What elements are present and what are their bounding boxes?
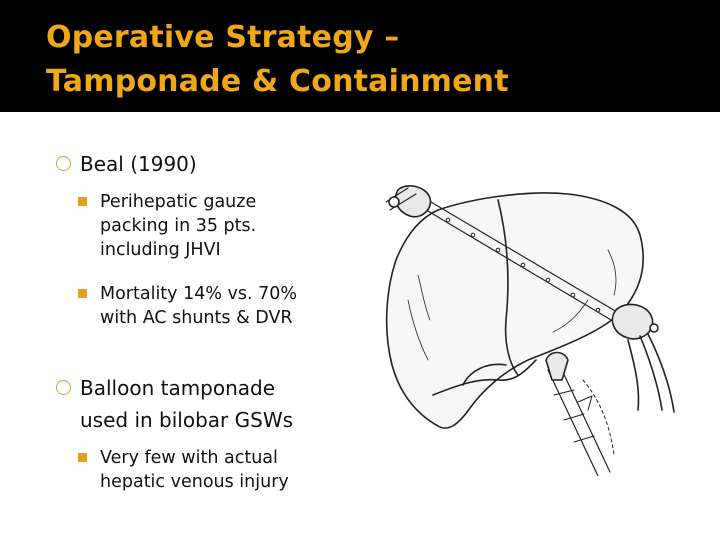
ring-bullet-icon (56, 380, 71, 395)
bullet-text-line-1: Balloon tamponade (80, 376, 276, 400)
title-line-1: Operative Strategy – (46, 20, 400, 55)
sub-bullet-line: Mortality 14% vs. 70% (100, 284, 298, 304)
square-bullet-icon (78, 453, 87, 462)
sub-bullet-line: hepatic venous injury (100, 472, 289, 492)
square-bullet-icon (78, 197, 87, 206)
sub-bullet-line: Perihepatic gauze (100, 192, 257, 212)
sub-bullet-line: including JHVI (100, 240, 221, 260)
sub-bullet-line: with AC shunts & DVR (100, 308, 293, 328)
sub-bullet-line: packing in 35 pts. (100, 216, 257, 236)
sub-bullet-line: Very few with actual (100, 448, 278, 468)
bullet-text: Beal (1990) (80, 152, 197, 176)
square-bullet-icon (78, 289, 87, 298)
title-line-2: Tamponade & Containment (46, 64, 509, 99)
ring-bullet-icon (56, 156, 71, 171)
liver-balloon-tamponade-illustration (378, 180, 680, 476)
bullet-text-line-2: used in bilobar GSWs (80, 408, 294, 432)
